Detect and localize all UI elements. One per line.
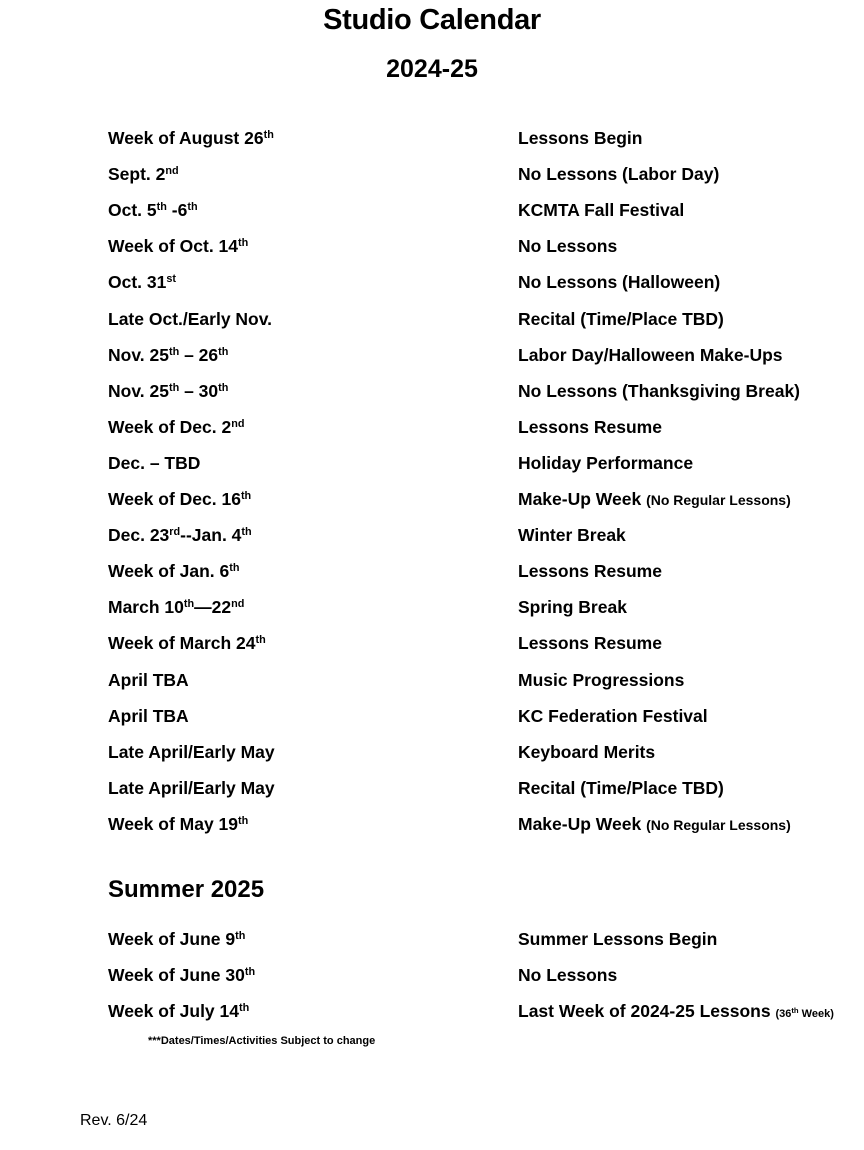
event-text: No Lessons (Labor Day) [518, 164, 720, 185]
schedule-row [108, 999, 848, 1023]
date-ordinal-suffix: th [187, 201, 198, 214]
revision-label: Rev. 6/24 [80, 1112, 148, 1129]
date-text: Late April/Early May [108, 741, 275, 762]
date-text: Nov. 25 [108, 344, 169, 365]
schedule-row [108, 162, 848, 186]
date-text: Week of Dec. 16 [108, 489, 241, 509]
event-text: Lessons Resume [518, 416, 662, 437]
date-text: – 26 [179, 344, 219, 365]
event-text: Summer Lessons Begin [518, 929, 718, 949]
schedule-event [518, 487, 791, 512]
schedule-row [108, 234, 848, 258]
schedule-event [518, 379, 800, 403]
page-subtitle-year: 2024-25 [386, 55, 478, 83]
date-text: Week of May 19 [108, 813, 239, 834]
schedule-row [108, 198, 848, 222]
schedule-date [108, 776, 275, 800]
date-text: Week of June 30 [108, 965, 245, 986]
schedule-event [518, 927, 717, 951]
schedule-date [108, 812, 248, 836]
date-ordinal-suffix: th [263, 129, 274, 142]
date-text: March 10 [108, 597, 184, 618]
date-text: April TBA [108, 705, 189, 726]
schedule-date [108, 559, 240, 583]
date-ordinal-suffix: rd [169, 526, 181, 539]
schedule-row [108, 668, 848, 692]
schedule-date [108, 927, 245, 951]
date-text: Oct. 5 [108, 200, 157, 221]
event-text: Lessons Begin [518, 128, 643, 148]
schedule-date [108, 740, 275, 764]
event-text: Recital (Time/Place TBD) [518, 777, 724, 798]
date-ordinal-suffix: th [218, 345, 229, 358]
event-text: No Lessons [518, 965, 618, 986]
date-ordinal-suffix: st [166, 273, 177, 286]
schedule-event [518, 270, 720, 294]
schedule-row [108, 451, 848, 475]
schedule-date [108, 631, 266, 655]
date-text: Late Oct./Early Nov. [108, 308, 273, 329]
schedule-event [518, 631, 662, 655]
schedule-date [108, 343, 228, 367]
schedule-event [518, 740, 655, 764]
date-text: Dec. 23 [108, 525, 170, 546]
schedule-event [518, 523, 626, 547]
date-text: Sept. 2 [108, 164, 166, 185]
event-text: Keyboard Merits [518, 741, 656, 762]
schedule-row [108, 776, 848, 800]
schedule-row [108, 595, 848, 619]
date-ordinal-suffix: th [255, 634, 266, 647]
date-ordinal-suffix: th [241, 526, 252, 539]
event-text: Music Progressions [518, 669, 685, 690]
schedule-row [108, 523, 848, 547]
schedule-date [108, 126, 274, 150]
schedule-event [518, 963, 617, 987]
date-text: Late April/Early May [108, 777, 275, 798]
event-text: Last Week of 2024-25 Lessons [518, 1001, 776, 1022]
date-ordinal-suffix: th [168, 345, 180, 358]
schedule-row [108, 270, 848, 294]
event-text: Holiday Performance [518, 452, 694, 473]
schedule-event [518, 999, 834, 1026]
schedule-date [108, 162, 179, 186]
page-title: Studio Calendar [323, 4, 541, 36]
date-ordinal-suffix: th [218, 381, 229, 394]
date-text: Dec. – TBD [108, 452, 201, 473]
schedule-row [108, 415, 848, 439]
date-text: Oct. 31 [108, 272, 167, 293]
date-text: April TBA [108, 669, 189, 690]
date-text: —22 [194, 597, 232, 618]
date-ordinal-suffix: th [229, 562, 240, 575]
event-note: (No Regular Lessons) [646, 816, 791, 833]
schedule-row [108, 126, 848, 150]
schedule-date [108, 307, 272, 331]
schedule-event [518, 668, 684, 692]
event-note: (No Regular Lessons) [646, 492, 791, 508]
schedule-date [108, 234, 248, 258]
schedule-event [518, 234, 617, 258]
schedule-date [108, 999, 249, 1023]
schedule-row [108, 740, 848, 764]
event-text: No Lessons (Halloween) [518, 272, 721, 293]
date-text: Nov. 25 [108, 380, 169, 401]
date-ordinal-suffix: th [168, 381, 180, 394]
schedule-event [518, 559, 662, 583]
schedule-row [108, 812, 848, 836]
schedule-date [108, 668, 189, 692]
schedule-row [108, 559, 848, 583]
schedule-event [518, 451, 693, 475]
event-text: Recital (Time/Place TBD) [518, 308, 724, 329]
schedule-event [518, 595, 627, 619]
event-note: Week) [798, 1008, 834, 1021]
event-text: KC Federation Festival [518, 705, 708, 726]
date-text: Week of July 14 [108, 1001, 239, 1022]
date-ordinal-suffix: th [238, 814, 249, 827]
date-ordinal-suffix: th [239, 1002, 250, 1015]
date-text: --Jan. 4 [180, 525, 242, 546]
event-note-group [775, 1005, 834, 1021]
schedule-event [518, 198, 684, 222]
schedule-date [108, 704, 189, 728]
schedule-date [108, 198, 198, 222]
schedule-row [108, 379, 848, 403]
date-ordinal-suffix: nd [231, 598, 245, 611]
date-ordinal-suffix: th [244, 966, 256, 979]
event-text: Spring Break [518, 597, 627, 618]
schedule-row [108, 927, 848, 951]
schedule-event [518, 307, 724, 331]
event-text: Labor Day/Halloween Make-Ups [518, 344, 783, 365]
schedule-date [108, 487, 251, 511]
date-text: Week of June 9 [108, 929, 236, 949]
date-ordinal-suffix: nd [165, 165, 179, 178]
schedule-event [518, 812, 791, 837]
schedule-event [518, 776, 724, 800]
event-text: Make-Up Week [518, 489, 647, 509]
schedule-row [108, 343, 848, 367]
schedule-date [108, 451, 200, 475]
event-text: KCMTA Fall Festival [518, 200, 685, 221]
event-text: No Lessons [518, 236, 618, 257]
date-text: – 30 [179, 380, 219, 401]
disclaimer-note: ***Dates/Times/Activities Subject to change [148, 1035, 376, 1047]
event-text: Winter Break [518, 525, 626, 546]
schedule-event [518, 162, 719, 186]
date-text: Week of August 26 [108, 128, 264, 148]
date-ordinal-suffix: th [238, 237, 249, 250]
date-ordinal-suffix: th [235, 930, 246, 943]
schedule-row [108, 631, 848, 655]
date-text: -6 [166, 200, 188, 221]
event-note: (36 [775, 1008, 792, 1021]
schedule-date [108, 270, 176, 294]
schedule-date [108, 415, 244, 439]
event-text: Make-Up Week [518, 813, 647, 834]
schedule-event [518, 415, 662, 439]
event-text: Lessons Resume [518, 561, 662, 582]
schedule-date [108, 523, 252, 547]
schedule-date [108, 963, 255, 987]
date-text: Week of March 24 [108, 633, 256, 654]
schedule-event [518, 126, 642, 150]
schedule-date [108, 379, 228, 403]
date-text: Week of Oct. 14 [108, 236, 239, 257]
schedule-row [108, 487, 848, 511]
schedule-row [108, 963, 848, 987]
event-text: No Lessons (Thanksgiving Break) [518, 380, 801, 401]
date-ordinal-suffix: th [240, 490, 252, 503]
schedule-event [518, 704, 708, 728]
schedule-row [108, 704, 848, 728]
schedule-event [518, 343, 783, 367]
date-ordinal-suffix: nd [231, 417, 245, 430]
schedule-row [108, 307, 848, 331]
summer-heading: Summer 2025 [108, 876, 265, 903]
schedule-date [108, 595, 244, 619]
date-text: Week of Jan. 6 [108, 561, 230, 582]
date-text: Week of Dec. 2 [108, 416, 232, 437]
date-ordinal-suffix: th [156, 201, 167, 214]
event-text: Lessons Resume [518, 633, 662, 654]
event-note-ordinal-suffix: th [791, 1005, 799, 1015]
date-ordinal-suffix: th [183, 598, 195, 611]
